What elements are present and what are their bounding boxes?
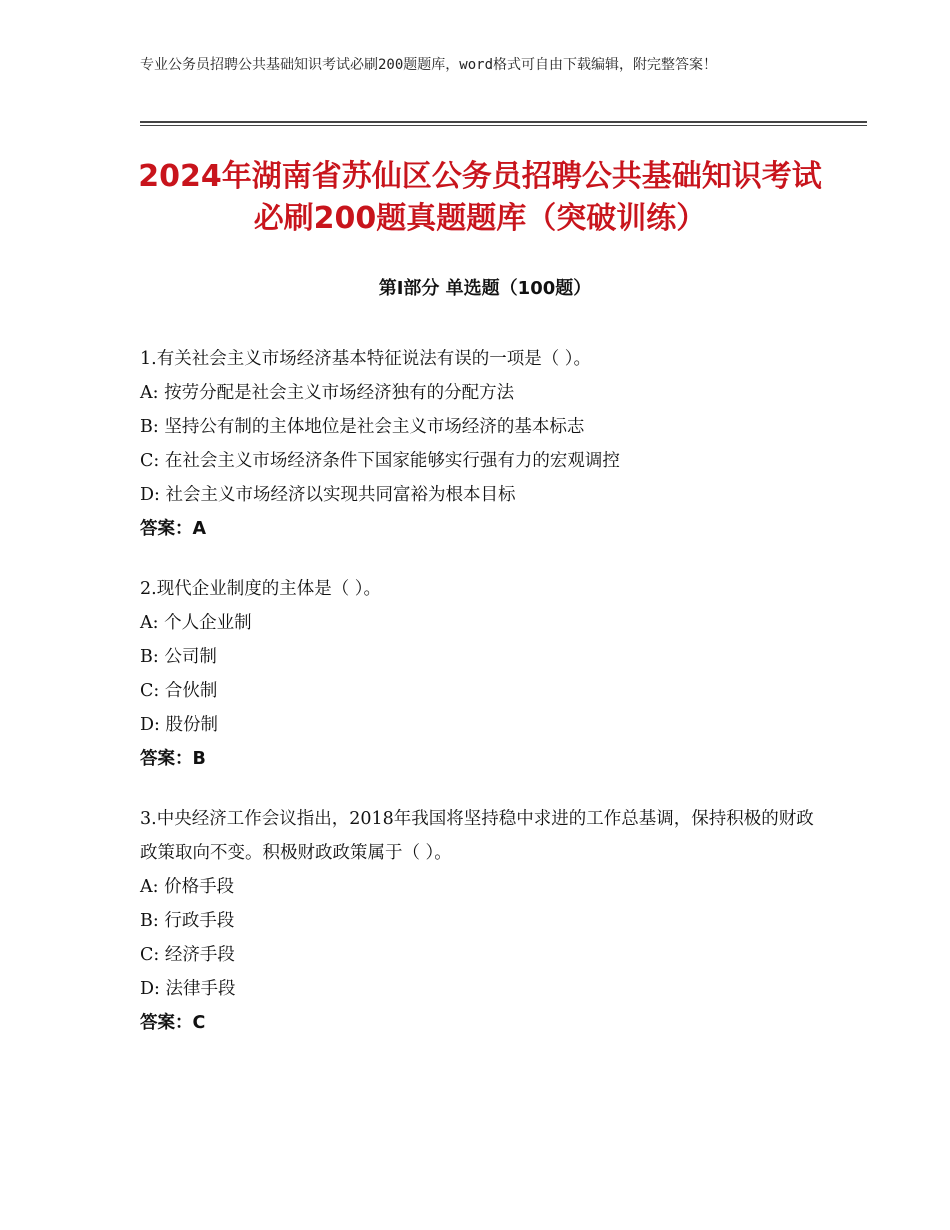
question-option-d: D: 社会主义市场经济以实现共同富裕为根本目标	[140, 485, 516, 505]
question-option-a: A: 价格手段	[140, 877, 235, 897]
question-stem: 2.现代企业制度的主体是（ ）。	[140, 579, 382, 599]
question-option-c: C: 经济手段	[140, 945, 235, 965]
section-heading: 第Ⅰ部分 单选题（100题）	[378, 278, 592, 299]
question-stem: 3.中央经济工作会议指出，2018年我国将坚持稳中求进的工作总基调，保持积极的财政政策取向不变。积极财政政策属于（ ）。	[140, 809, 814, 863]
question-option-d: D: 股份制	[140, 715, 218, 735]
question-option-b: B: 公司制	[140, 647, 217, 667]
question-item	[140, 572, 830, 776]
question-answer: 答案：A	[140, 519, 207, 539]
question-option-d: D: 法律手段	[140, 979, 236, 999]
header-divider-thick	[140, 121, 867, 123]
header-divider-thin	[140, 125, 867, 126]
question-item	[140, 342, 830, 546]
question-option-a: A: 按劳分配是社会主义市场经济独有的分配方法	[140, 383, 515, 403]
document-title: 2024年湖南省苏仙区公务员招聘公共基础知识考试必刷200题真题题库（突破训练）	[138, 159, 822, 236]
question-option-b: B: 行政手段	[140, 911, 235, 931]
question-option-a: A: 个人企业制	[140, 613, 252, 633]
question-option-c: C: 在社会主义市场经济条件下国家能够实行强有力的宏观调控	[140, 451, 620, 471]
question-answer: 答案：C	[140, 1013, 206, 1033]
question-option-b: B: 坚持公有制的主体地位是社会主义市场经济的基本标志	[140, 417, 585, 437]
question-item	[140, 802, 830, 1040]
question-option-c: C: 合伙制	[140, 681, 218, 701]
question-stem: 1.有关社会主义市场经济基本特征说法有误的一项是（ ）。	[140, 349, 592, 369]
question-list	[140, 342, 830, 1066]
question-answer: 答案：B	[140, 749, 206, 769]
header-note: 专业公务员招聘公共基础知识考试必刷200题题库，word格式可自由下载编辑，附完整答案！	[140, 57, 717, 73]
